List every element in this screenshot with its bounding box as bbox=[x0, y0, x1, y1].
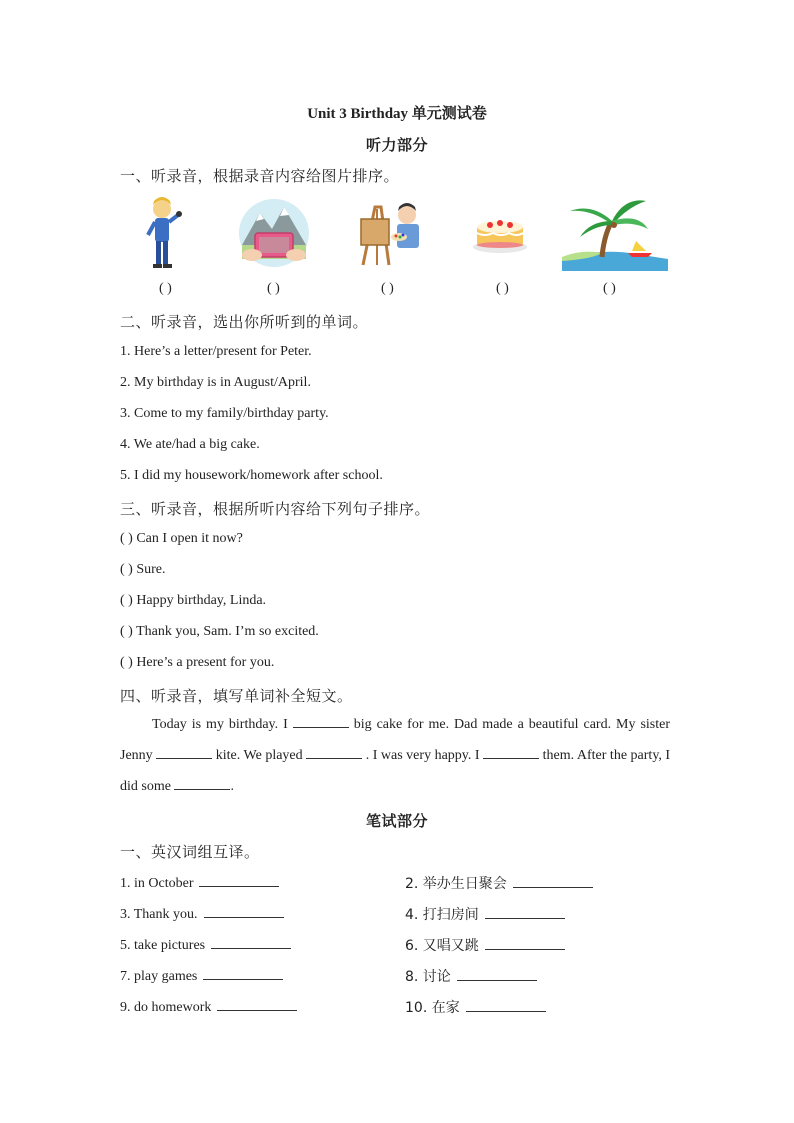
cloze-blank-1[interactable] bbox=[293, 715, 349, 728]
word-choice-item: 3. Come to my family/birthday party. bbox=[120, 406, 329, 421]
word-choice-item: 4. We ate/had a big cake. bbox=[120, 437, 260, 452]
sentence-order-item: ( ) Here’s a present for you. bbox=[120, 655, 275, 670]
cloze-text: . I was very happy. I bbox=[365, 748, 480, 763]
picture-order-blank-5[interactable]: ( ) bbox=[603, 281, 616, 296]
translation-item: 6. 又唱又跳 bbox=[405, 935, 565, 955]
translation-item: 4. 打扫房间 bbox=[405, 904, 565, 924]
cloze-paragraph bbox=[120, 709, 670, 802]
translation-item: 3. Thank you. bbox=[120, 905, 284, 923]
translation-item: 10. 在家 bbox=[405, 997, 546, 1017]
cloze-text: big cake for me. Dad made a beautiful card. My sister Jenny bbox=[120, 717, 671, 763]
answer-line[interactable] bbox=[203, 967, 283, 980]
phone-photo-mountain-icon bbox=[238, 195, 310, 271]
cloze-text: . bbox=[230, 779, 234, 794]
written-heading: 笔试部分 bbox=[365, 812, 428, 830]
sentence-order-item: ( ) Can I open it now? bbox=[120, 531, 243, 546]
listening-part2-instruction: 二、听录音，选出你所听到的单词。 bbox=[120, 313, 369, 331]
picture-order-blank-2[interactable]: ( ) bbox=[267, 281, 280, 296]
translation-item: 1. in October bbox=[120, 874, 279, 892]
written-part1-instruction: 一、英汉词组互译。 bbox=[120, 843, 260, 861]
translation-item: 5. take pictures bbox=[120, 936, 291, 954]
picture-order-blank-4[interactable]: ( ) bbox=[496, 281, 509, 296]
cloze-text: kite. We played bbox=[215, 748, 303, 763]
translation-item: 2. 举办生日聚会 bbox=[405, 873, 593, 893]
singing-boy-icon bbox=[140, 195, 190, 271]
picture-order-blank-3[interactable]: ( ) bbox=[381, 281, 394, 296]
answer-line[interactable] bbox=[211, 936, 291, 949]
answer-line[interactable] bbox=[199, 874, 279, 887]
answer-line[interactable] bbox=[485, 906, 565, 919]
palm-tree-beach-icon bbox=[562, 195, 668, 271]
word-choice-item: 5. I did my housework/homework after school. bbox=[120, 468, 383, 483]
cloze-blank-3[interactable] bbox=[306, 746, 362, 759]
listening-part3-instruction: 三、听录音，根据所听内容给下列句子排序。 bbox=[120, 500, 431, 518]
translation-item: 8. 讨论 bbox=[405, 966, 537, 986]
word-choice-item: 1. Here’s a letter/present for Peter. bbox=[120, 344, 312, 359]
birthday-cake-icon bbox=[470, 195, 530, 271]
worksheet-title: Unit 3 Birthday 单元测试卷 bbox=[307, 106, 487, 122]
cloze-text: Today is my birthday. I bbox=[152, 717, 288, 732]
answer-line[interactable] bbox=[457, 968, 537, 981]
sentence-order-item: ( ) Sure. bbox=[120, 562, 166, 577]
sentence-order-item: ( ) Thank you, Sam. I’m so excited. bbox=[120, 624, 319, 639]
cloze-blank-2[interactable] bbox=[156, 746, 212, 759]
answer-line[interactable] bbox=[485, 937, 565, 950]
boy-painting-easel-icon bbox=[355, 195, 425, 271]
answer-line[interactable] bbox=[217, 998, 297, 1011]
word-choice-item: 2. My birthday is in August/April. bbox=[120, 375, 311, 390]
listening-part1-instruction: 一、听录音，根据录音内容给图片排序。 bbox=[120, 167, 400, 185]
sentence-order-item: ( ) Happy birthday, Linda. bbox=[120, 593, 267, 608]
answer-line[interactable] bbox=[466, 999, 546, 1012]
listening-heading: 听力部分 bbox=[365, 136, 428, 154]
cloze-blank-4[interactable] bbox=[483, 746, 539, 759]
answer-line[interactable] bbox=[204, 905, 284, 918]
translation-item: 7. play games bbox=[120, 967, 283, 985]
cloze-blank-5[interactable] bbox=[174, 777, 230, 790]
listening-part4-instruction: 四、听录音，填写单词补全短文。 bbox=[120, 687, 353, 705]
translation-item: 9. do homework bbox=[120, 998, 297, 1016]
picture-order-blank-1[interactable]: ( ) bbox=[159, 281, 172, 296]
cloze-text: them. After the party, I did some bbox=[120, 748, 671, 794]
answer-line[interactable] bbox=[513, 875, 593, 888]
